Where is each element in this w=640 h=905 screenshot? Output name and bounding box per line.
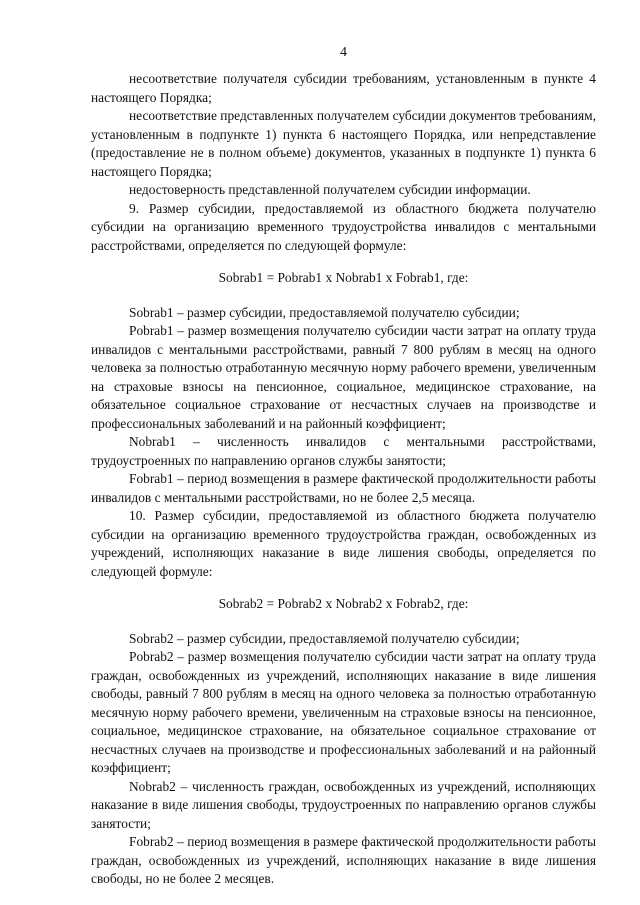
paragraph: несоответствие представленных получателем субсидии документов требованиям, установленным в подпункте 1) пункта 6 настоящего Порядка, или непредставление (предоставление не в полном объеме) документов, указанных в подпункте 1) пункта 6 настоящего Порядка; [91, 108, 596, 179]
definition-pobrab1: Pobrab1 – размер возмещения получателю субсидии части затрат на оплату труда инвалидов с ментальными расстройствами, равный 7 800 рублям в месяц на одного человека за полностью отработанную месячную норму рабочего времени, увеличенным на страховые взносы на пенсионное, социальное, медицинское страхование, на обязательное социальное страхование от несчастных случаев на производстве и профессиональных заболеваний и на районный коэффициент; [91, 323, 596, 431]
definition-sobrab2: Sobrab2 – размер субсидии, предоставляемой получателю субсидии; [129, 630, 520, 646]
formula-sobrab1: Sobrab1 = Pobrab1 x Nobrab1 x Fobrab1, где: [218, 270, 469, 285]
document-body [91, 70, 596, 889]
paragraph: недостоверность представленной получателем субсидии информации. [129, 182, 531, 197]
definition-fobrab2: Fobrab2 – период возмещения в размере фактической продолжительности работы граждан, освобожденных из учреждений, исполняющих наказание в виде лишения свободы, но не более 2 месяцев. [91, 834, 596, 886]
definition-nobrab2: Nobrab2 – численность граждан, освобожденных из учреждений, исполняющих наказание в виде лишения свободы, трудоустроенных по направлению органов службы занятости; [91, 778, 596, 831]
paragraph: 9. Размер субсидии, предоставляемой из областного бюджета получателю субсидии на организацию временного трудоустройства инвалидов с ментальными расстройствами, определяется по следующей формуле: [91, 200, 596, 253]
paragraph: 10. Размер субсидии, предоставляемой из областного бюджета получателю субсидии на организацию временного трудоустройства граждан, освобожденных из учреждений, исполняющих наказание в виде лишения свободы, определяется по следующей формуле: [91, 508, 596, 579]
definition-nobrab1: Nobrab1 – численность инвалидов с ментальными расстройствами, трудоустроенных по направлению органов службы занятости; [91, 434, 596, 468]
formula-sobrab2: Sobrab2 = Pobrab2 x Nobrab2 x Fobrab2, где: [218, 596, 469, 611]
paragraph: несоответствие получателя субсидии требованиям, установленным в пункте 4 настоящего Порядка; [91, 71, 596, 105]
definition-sobrab1: Sobrab1 – размер субсидии, предоставляемой получателю субсидии; [129, 304, 520, 320]
definition-fobrab1: Fobrab1 – период возмещения в размере фактической продолжительности работы инвалидов с ментальными расстройствами, но не более 2,5 месяца. [91, 471, 596, 505]
page-number: 4 [340, 45, 347, 60]
definition-pobrab2: Pobrab2 – размер возмещения получателю субсидии части затрат на оплату труда граждан, освобожденных из учреждений, исполняющих наказание в виде лишения свободы, равный 7 800 рублям в месяц на одного человека за полностью отработанную месячную норму рабочего времени, увеличенным на страховые взносы на пенсионное, социальное, медицинское страхование, на обязательное социальное страхование от несчастных случаев на производстве и профессиональных заболеваний и на районный коэффициент; [91, 649, 596, 775]
